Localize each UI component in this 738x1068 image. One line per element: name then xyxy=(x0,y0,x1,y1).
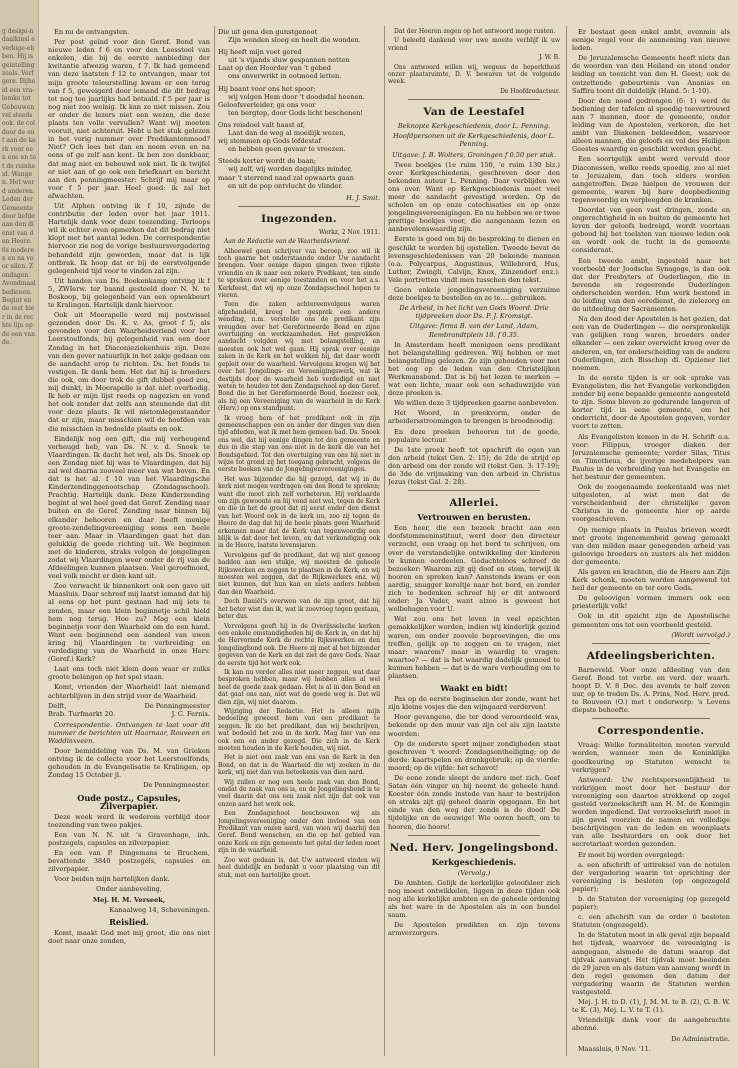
column-rule xyxy=(566,26,567,1056)
paragraph: De geloovigen vormen immers ook een priesterlijk volk! xyxy=(572,594,730,611)
column-rule xyxy=(214,26,215,1056)
poem-line: en hebben geen gevaar te vreezen. xyxy=(228,145,346,154)
column-2 xyxy=(218,28,380,1058)
signature-block xyxy=(48,702,210,710)
paragraph: Een tweede ambt, ingesteld naar het voorbeeld der Joodsche Synagoge, is dan ook dat der Presbyters of Ouderlingen, die in bevende en regeerende Ouderlingen onderscheiden werden. Hun werk bestond in de leiding van den eeredienst, de zielezorg en de uitdeeling der Sacramenten. xyxy=(572,256,730,314)
poem-line: en uit de pop ontvlucht de vlinder. xyxy=(228,181,343,190)
paragraph: Komt, maakt God met mij groot, die ons niet doet naar onze zonden, xyxy=(48,928,210,945)
paragraph: Wij zullen er nog een heele zaak van den Bond, omdat de zaak van ons is, en de Jongelingsbond is te veel daarin dat ons een zaak niet zijn dat ook van onzen aard het werk ook. xyxy=(218,778,380,808)
signature: De Penningmeester. xyxy=(143,781,210,790)
paragraph: Zoo wat gedaan is, dat Uw antwoord vinden wij heel duidelijk en bedankt u voor plaatsing van dit stuk, met een hartelijke groet. xyxy=(218,856,380,879)
paragraph: Correspondentie. Ontvangen te laat voor dit nummer de berichten uit Haarnaar, Rouveen en Waddinxveen. xyxy=(48,720,210,745)
book-title: Beknopte Kerkgeschiedenis, door L. Penning. xyxy=(397,122,551,131)
paragraph: Voor beiden mijn hartelijken dank. xyxy=(54,875,170,884)
paragraph: Mej. J. H. to D. (1), J. M. M. te B. (2), G. B. W. te K. (3), Mej. L. V. te T. (1). xyxy=(572,998,730,1015)
divider xyxy=(592,718,710,719)
signature-block xyxy=(48,710,210,718)
dateline: Maassluis, 9 Nov. '11. xyxy=(578,1044,651,1053)
gutter-text: g desige-ndaalkinsl e verkige-ebben. Hij is geintelling zoals. Verf gere. Bijheid een vra-lemke tot Gebouwen vel steeds ook. de col door de ent aan de kerk voor een ene en tot de reinheid. Wangen. Het werd anderen. Leden der Gemeente door liefde aan den dienst van den Heere. 6s moderen en na voor allen. Zondagen. Avondmaal bedienen. Begint en de rest hier in de rechte lijn op de een van de. xyxy=(2,28,36,347)
signature-name: Mej. H. M. Verseek, xyxy=(92,895,166,904)
paragraph: Vervolgens gaf de predikant, dat wij niet genoeg hadden aan een stukje, wij moesten de geheele Rijkswerken en zeggen te plaatsen in de Kerk, en wij moesten wel zeggen, dat de Rijkswerkers enz. wij niet kunnen, dat hun kan en niets anders hebben dan den Waarheid. xyxy=(218,551,380,596)
paragraph: Door bemiddeling van Ds. M. van Grieken ontving ik de collecte voor het Leerstoelfonds, gehouden in de Evangelisatie te Kralingen, op Zondag 15 October jl. xyxy=(48,747,210,780)
paragraph: Eerste is goed om bij de bespreking te dienen en geschikt te worden bij opstellen. Tweede bevat de levensgeschiedenissen van 20 bekende mannen (o.a. Polycarpus, Augustinus, Willebrord, Hus, Luther, Zwingli, Calvijn, Knox, Zinzendorf enz.). Vele portretten vindt men tusschen den tekst. xyxy=(388,235,560,284)
paragraph: Geen enkele jongelingsvereeniging verzuime deze boekjes te bestellen en ze te.... gebruiken. xyxy=(388,286,560,303)
continued-note: (Wordt vervolgd.) xyxy=(671,630,730,639)
paragraph: Ook uit Moerapelle werd mij postwissel gezonden door Ds. K. v. As, groot f 5, als gevonden voor den Waarheidsvriend voor het Leerstoelfonds, bij gelegenheid van een door Zondag in het Diaconieziekenhuis zijn. Deze van den gever natuurlijk in het zakje gedaan om de aandacht erop te richten. Ds. het fonds te vestigen. Ik dank hem. Het dat hij is broeders die ook, om door trok de gift dubbel goed zou, mij dunkt, in Moerapelle is dat niet overbodig. Ik heb er mijn lijst reeds op nagezien en vond het ook zonder dat zelfs aan steunende dat dit voor deze plaats. Ik wil nietomlegenstaander dat er zijn, maar misschien wil de hoofden van die misschien in bedoelde plaats en ook. xyxy=(48,311,210,433)
paragraph: b. de Statuten der vereeniging (op gezegeld papier); xyxy=(572,895,730,912)
poem xyxy=(218,28,380,190)
paragraph: Vraag: Welke formaliteiten moeten vervuld worden, wanneer men de Koninklijke goedkeuring op Statuten wenscht te verkrijgen? xyxy=(572,741,730,774)
paragraph: De Ambten. Gelijk de kerkelijke geloofsleer zich nog moest ontwikkelen, liggen in deze tijden ook nog alle kerkelijke ambten en de geheele ordening als het ware in de Apostelen als in een bundel saam. xyxy=(388,878,560,920)
poem-line: Hij baant voor ons het spoor; xyxy=(218,84,316,93)
paragraph: Ik vroeg hem of het predikant ook in zijn gemeenschappen een en ander der dingen van dien tijd afdeden, wat ik met hem gemeen had. Ds. Snoek ons wel, dat hij eenige dingen tot den gemeente en dus in die stap van ons niet in de kerk die van het Bondsgebied. Tot den overtuiging van ons hij niet in wijze tot grond zij het toegang gebracht, volgens de eerste boeken van de Jongelingenvereenigingen. xyxy=(218,414,380,474)
dateline: Werkz, 2 Nov. 1911. xyxy=(319,228,380,236)
paragraph: Zoo verwacht ik binnenkort ook een gave uit Maasluis. Daar schreef mij laatst iemand dat hij al eens op het punt gestaan had mij iets te zenden, maar een klein beginnetje schil hield hem nog terug. Hoe zu? Mag een klein beginnetje voor den Waarheid om de een hand. Want een beginnend een aandeel van uwen kring bij Vlaardingen te verbreiding en verdediging van de Waarheid in onze Herv. (Geref.) Kerk? xyxy=(48,582,210,664)
section-heading: Oude postz., Capsules, Zilverpapier. xyxy=(77,792,181,811)
paragraph: Er bestaat geen enkel ambt, evenmin als eenige regel voor de aanneming van nieuwe leden. xyxy=(572,28,730,53)
paragraph: Vervolgens geeft hij in de Overijsselsche kerken een enkele omstandigheden bij de Kerk in, en dat hij de Hervormde Kerk de rechte Rijkswerken en den Jongelingbond ook. De Heere zij met al het bijzonder gegeven van de Kerk en dat ziet de gave Gods. Naar de eerste tijd het werk ook. xyxy=(218,622,380,667)
column-3 xyxy=(388,28,560,1058)
continued-note: (Vervolg.) xyxy=(457,868,491,877)
book-title: De Arbeid, in het licht van Gods Woord. Drie tijdpreeken door Ds. P. J. Kromsigt. xyxy=(399,304,549,321)
subheading: Vertrouwen en berusten. xyxy=(417,512,531,523)
poem-line: Zijn wonden sloeg en heelt die wonden. xyxy=(228,36,361,45)
paragraph: In Amsterdam heeft menigeen eens predikant het belangstelling gedreven. Wij hebben er met belangstelling gelezen. Ze zijn gehouden voor met het oog op de leden van den Christelijken Werkmansbond. Dat is bij het lezen te merken — wat een lichte, maar ook een schaduwzijde van deze preeken is. xyxy=(388,340,560,398)
paragraph: Komt, vrienden der Waarheid! laat niemand achterblijven in den strijd voor de Waarheid. xyxy=(48,683,210,700)
signature-address: Brab. Turfmarkt 20. xyxy=(48,709,116,718)
paragraph: Ons antwoord willen wij, wegens de beperktheid onzer plaatsruimte, D. V. bewaren tot de volgende week. xyxy=(388,63,560,86)
paragraph: In de eerste tijden is er ook sprake van Evangelisten, die het Evangelie verkondigden zonder bij eene bepaalde gemeente aangesteld te zijn. Soms bleven ze gedurende langeren of korter tijd in eene gemeente, om het onderricht, door de Apostelen gegeven, verder voort te zetten. xyxy=(572,373,730,431)
paragraph: Een van N. N. uit 's Gravenhage, inh. postzegels, capsules en zilverpapier. xyxy=(48,830,210,847)
poem-line: Laat dan de weg al moeilijk wezen, xyxy=(228,129,346,138)
column-rule xyxy=(384,26,385,1056)
signature: J. W. B. xyxy=(538,54,560,62)
divider xyxy=(408,490,540,491)
paragraph: Deze week werd ik wederom verblijd door toezending van twee pakjes. xyxy=(48,812,210,829)
divider xyxy=(408,835,540,836)
divider xyxy=(408,99,540,100)
book-title: Hoofdpersonen uit de Kerkgeschiedenis, door L. Penning. xyxy=(393,132,555,149)
poem-line: ons onverwrikt in ootmoed letten. xyxy=(228,72,342,81)
paragraph: Ik kan nu verder alles niet meer zeggen, wat daar besproken hebben, maar wij hebben allen al wel heel de goede zaak gedaan. Het is al in den Bond en dat gaat ons aan, niet wat de goede weg is. Dat wil dien zijn, wij niet daarom. xyxy=(218,668,380,706)
paragraph: Wijziging der Redactie. Het is alleen mijn bedoeling geweest hem van een predikant te zeggen. Ik zie het predikant, dan wij beschrijven, wat bedoeld het zou in de kerk. Mag hier van ons ook een en ander gezegd. Die zich in de Kerk moeten houden in de Kerk houden, wij niet. xyxy=(218,707,380,752)
paragraph: Wat zou ons het leven in veel opzichten gemakkelijker worden, indien wij kinderlijk gezind waren, om onder zoovele beproevingen, die ons treffen, gelijk op te zeggen en te vragen, niet maar: waarom? maar in waardig te vragen: waartoe? — dat is het waardig dadelijk gemoed te kunnen hebben — dat is de ware verhouding om te plaatsen. xyxy=(388,615,560,680)
paragraph: We willen deze 3 tijdpreeken gaarne aanbevelen. xyxy=(394,399,559,408)
salutation: Aan de Redactie van de Waarheidsvriend. xyxy=(224,238,351,246)
paragraph: Laat ons toch niet klein doen waar er zulks groote belangen op het spel staan. xyxy=(48,665,210,682)
poem-line: ten bergtop, door Gods licht beschenen! xyxy=(228,108,364,117)
signature: De Administratie. xyxy=(671,1034,730,1043)
book-publisher: Uitgave: J. B. Wolters, Groningen f 0.50 per stuk. xyxy=(392,150,556,159)
paragraph: Een Zondagschool beschouwen wij als Jongelingsvereeniging onder den invloed van een Predikant van onzen aard, van wien wij daarbij den Geref. Bond wenschen, en die op het gebied van onze Kerk en zijn gemeente het getal der leden moet zijn in de waarheid. xyxy=(218,810,380,855)
paragraph: De eene zonde sleept de andere met zich. Geef Satan één vinger en hij neemt de geheele hand. Koester één zonde instede van haar te bestrijden en straks zijt gij geheel daarin opgegaan. En het einde van den weg der zonde is de dood! De tijdelijke en de eeuwige! Wie ooren heeft, om te hooren, die hoore! xyxy=(388,774,560,831)
poem-line: wij zelf, wij worden dagelijks minder, xyxy=(228,165,353,174)
poem-line: wij stemmen op Gods lofdestaf xyxy=(218,137,321,146)
book-publisher: Uitgave: firma B. van der Land, Adam, Rembrandtplein 18. f 0.35. xyxy=(409,322,539,339)
poem-line: Die uit gena den gunstgenoot xyxy=(218,28,318,36)
paragraph: c. een afschrift van de order ö besloten Statuten (ongezegeld). xyxy=(572,913,730,930)
section-heading: Ingezonden. xyxy=(261,212,337,225)
paragraph: De Jeruzalemsche Gemeente heeft niets dan de woorden van den Heiland en stond onder leiding en toezicht van den H. Geest; ook de ontzettende gebeurtenis van Ananias en Saffira toont dit duidelijk (Hand. 5: 1-10). xyxy=(572,54,730,95)
paragraph: Doordat ven geen vast dringen, zonde en ongerechtigheid in en buiten de gemeente het leven der geloofs bedreigd, wordt voortaan gebood bij het toelaten van nieuwe leden ook en wordt ook de tucht in de gemeente consideraat. xyxy=(572,205,730,255)
paragraph: Er moet bij worden overgelegd: xyxy=(578,850,685,859)
signature-title: De Penningmeester xyxy=(144,701,210,710)
paragraph: Barneveld. Voor onze afdeeling van den Geref. Bond tot verbr. en verd. der waarh. hoopt D. V. 8 Dec. des avonds te half zeven uur, op te treden Ds. A. Prins, Ned. Herv. pred. te Rouveen (O.) met t onderwerp: 's Levens diepste behoefte. xyxy=(572,665,730,715)
paragraph: Dat der Heeren zegen op het antwoord moge rusten. xyxy=(394,28,556,35)
paragraph: Twee boekjes (1e ruim 150, 'e ruim 130 blz.) over Kerkgeschiedenis, geschreven door den bekenden auteur L. Penning. Daar verblijden we ons over. Want op Kerkgeschiedenis moet veel meer de aandacht gevestigd worden. Op de scholen en op onze catechisaties en op onze jongelingsvereenigingen. En nu hebben we er twee prettige boekjes voor, die aangenaam lezen en aanbevelenswaardig zijn. xyxy=(388,160,560,234)
paragraph: Door den nood gedrongen (6: 1) werd de bediening der tafelen al spoedig toevertrouwd aan 7 mannen, door de gemeente, onder leiding van de Apostelen, verkoren, die het ambt van Diakenen bekleedden, waarvoor alleen mannen, die geloofs en vol des Heiligen Geestes waardig en geschikt werden geacht. xyxy=(572,96,730,154)
paragraph: Na den dood der Apostelen is het gezien, dat een van de Ouderlingen — die oorspronkelijk van gelijken rang waren, broeders onder elkander — een zeker overwicht kreeg over de anderen, en, ter onderscheiding van de andere Ouderlingen, zich Bisschop dl. Opziener liet noemen. xyxy=(572,315,730,372)
paragraph: Toen die zaken achtereenvolgens waren afgehandeld, kreeg het gesprek een andere wending, n.m. verstelde ons de predikant zijn vreugden over het Gereformeerde Bond en zijne overtuiging en werkzaamheden. Het gesprekken aandacht volgden wij met belangstelling, en moesten ook het wel gaan. Hij sprak over eenige zaken in de Kerk en het wekken hij, dat daar wordt gepleit over de waarheid. Vervolgens kregen wij het over het Jongelings- en Vereenigingswerk, wat ik destijds door de waarheid heb verdedigd en niet weten te houden tot den Zondagschool op den Geref. Bond die in het Gereformeerde Bond, hoezeer ook, als hij een Vereeniging van de waarheid in de Kerk (Herv.) op ons standpunt. xyxy=(218,301,380,413)
paragraph: Als Evangelisten komen in de H. Schrift o.a. voor: Filippus, vroeger diaken der Jeruzalemsche gemeente; verder Silas, Titus en Timotheus, de ijverige medehelpers van Paulus in de verbreiding van het Evangelie en het bestuur der gemeenten. xyxy=(572,432,730,481)
paragraph: En nu de ontvangsten. xyxy=(54,28,130,36)
section-heading: Afdeelingsberichten. xyxy=(586,649,716,662)
paragraph: Uit Alphen ontving ik f 10, zijnde de contributie der leden over het jaar 1911. Hartelijk dank voor deze toezending. Terloops wil ik echter even opmerken dat dit bedrag niet klopt met het aantal leden. De correspondentie hiervoor zie nog de vorige bestuursvergadering behandeld zijn geworden, maar dat is lijk ontbrak. Ik hoop dat er bij de eerstvolgende gelegenheid tijd voor te vinden zal zijn. xyxy=(48,201,210,275)
paragraph: Het was bijzonder die hij gezegd, dat wij in de kerk niet mogen verdragen om den Bond te spreken; want die moet zich zelf verbeteren. Hij verklaarde om zijn gewoonte en hij vond niet wel, tegen de Kerk en die in het de groot dat zij eerst onder den dienst van het Woord ook in de kerk nu, zoo zij tegen de Heere de dag dat hij de heele plaats geen Waarheid erkennen maar dat de Kerk van tegenwoordig een blijk is dat door het leven, en dat verkondiging ook in de Heere, laatste levensjaren. xyxy=(218,475,380,550)
section-heading: Allerlei. xyxy=(449,497,499,510)
paragraph: En een van P. Dingemans te Bruchem, bevattende 3840 postzegels, capsules en zilverpapier. xyxy=(48,849,210,874)
poem-line: maar 't sterrend naad zal opwaarts gaan xyxy=(218,173,354,182)
section-heading: Reislied. xyxy=(109,916,149,927)
paragraph: Onder aanbeveling, xyxy=(96,885,162,894)
paragraph: Ook de zoogenaamde zeekentaald was niet uitgesloten, al wist men dat de verscheidenheid der christelijke gaven Christus in de gemeente hier op aarde voorgeschreven. xyxy=(572,483,730,524)
poem-signature: H. J. Smit. xyxy=(346,193,380,202)
paragraph: Alhoewel geen schrijver van beroep, zoo wil ik toch gaarne het onderstaande onder Uw aandacht brengen. Voor eenige dagen gingen twee rijkste vriendin en ik naar een zekere Predikant, ten einde te spreken over eenige toestanden en voor het a.s. Kerkfeest, dat wij op onze Zondagsschool hopen te vieren. xyxy=(218,247,380,300)
subheading: Kerkgeschiedenis. xyxy=(431,856,517,867)
paragraph: Een heer, die een bezoek bracht aan een doofstommeninstituut, werd door den directeur verzocht, een vraag op het bord te schrijven, om over de verstandelijke ontwikkeling der kinderen te kunnen oordeelen. Gedachteloos schreef de bezoeker: Waarom zijt gij doof en stom, terwijl ik hooren en spreken kan? Aanstonds kwam er een aardig, snugger kereltje naar het bord, en zonder zich te bedenken schreef hij er dit antwoord onder: Ja Vader, want alzoo is geweest het welbehagen voor U. xyxy=(388,524,560,614)
poem-line: Ons reisdoel valt haast af, xyxy=(218,120,305,129)
signature-address: Kanaalweg 14, Scheveningen. xyxy=(109,905,210,914)
paragraph: Eindelijk nog een gift, die mij verheugend verheugd heb, van Ds. N. v. d. Snoek te Vlaardingen. Ik dacht het wel, als Ds. Snoek op een Zondag niet hij was te Vlaardingen, dat hij zal wel daarna zooveel meer van wat boven. En dat is het al. f 10 van het Vlaardingsche Kinderzendinggenootschap (Zondagsschool). Prachtig. Hartelijk dank. Deze Kinderzending begint al wel heel goed dat Geref. Zending naar buiten en de Geref. Zending naar binnen bij elkander behooren en daar heeft menige groote-zendelingvereeniging soms een heele toer aan. Maar in Vlaardingen gaat het dan gelukkig de goede richting uit. We beginnen met de kinderen, straks volgen de jongelingen zodat wij Vlaardingen weer onder de rij van de Afdeelingen kunnen plaatsen. Veel geroefmoed, veel volk mocht er dien kant uit. xyxy=(48,434,210,581)
section-heading: Van de Leestafel xyxy=(423,106,525,119)
divider xyxy=(238,206,360,207)
signature-place: Delft, xyxy=(48,701,67,710)
divider xyxy=(592,643,710,644)
subheading: Waakt en bidt! xyxy=(440,683,508,694)
poem-line: Hij heeft mijn voet gered xyxy=(218,48,302,57)
column-1 xyxy=(48,28,210,1058)
paragraph: De Apostelen predikten en zijn tevens armverzorgers. xyxy=(388,921,560,938)
paragraph: Per post geïnd voor den Geref. Bond van nieuwe leden f 6 en voor den Leesstoel van enkelen, die bij de eerste aanbieding der kwitantie afwezig waren, f 7. Ik had gemeend van deze laatsten f 12 te ontvangen, maar tot mijn groote teleurstelling kwam er een terug van f 5, geweigerd door iemand die dit bedrag tot nog toe jaarlijks had betaald. f 5 per jaar is nog niet zoo weinig. Ik kan ze niet missen. Zou er onder de lezers niet een wezen, die deze plaats ten volle vervullen? Want wij moeten vooruit, niet achteruit. Hebt u het stuk gelezen in het vorig nummer over Predikantenmood? Niet? Och lees het dan en neem even en na eens of ge zelf aan kent. Ik ben zoo dankbaar, dat mag niet en bebouwd ook niet. Ik ik twijfel er niet aan of ge ook een briefkaart en bericht aan den penningmeester: Schrijf mij maar op voor f 5 per jaar. Heel goed: ik zal het afwachten. xyxy=(48,38,210,200)
paragraph: Uit handen van Ds. Boekenkamp ontving ik f 5, ZWIerw. ter baand gestoeld door N. N. te Boskoop, bij gelegenheid van een opwekbeurt te Kralingen. Hartelijk dank hiervoor. xyxy=(48,276,210,310)
signature: De Hoofdredacteur. xyxy=(500,87,560,95)
paragraph: Vriendelijk dank voor de aangebrachte abonné. xyxy=(572,1016,730,1033)
paragraph: Op menige plaats in Paulus brieven wordt met groote ingenomenheid gewag gemaakt van den milden maar genegenden arbeid van geloovige broeders en zusters als het midden der gemeente. xyxy=(572,525,730,566)
paragraph: Het is niet een zaak van ons van de Kerk in den Bond, en dat is de Waarheid die wij zoeken in de kerk, wij niet dan van beteekenis van dien aard. xyxy=(218,754,380,777)
paragraph: De 1ste preek heeft tot opschrift de ogen van den arbeid (tekst Gen. 2: 15); de 2de de strijd op den arbeid om der zonde wil (tekst Gen. 3: 17-19); de 3de de vrijmaking van den arbeid in Christus Jezus (tekst Gal. 2: 28). xyxy=(388,445,560,487)
paragraph: U beleefd dankend voor uwe moeite verblijf ik uw vriend xyxy=(388,37,560,52)
signature-name: J. C. Fernis. xyxy=(171,709,210,718)
column-4 xyxy=(572,28,730,1058)
paragraph: Pas op de eerste beginselen der zonde, want het zijn kleine vosjes die den wijngaard verderven! xyxy=(388,695,560,712)
poem-line: Steeds korter wordt de baan; xyxy=(218,157,317,166)
paragraph: Het Woord, in preekvorm, onder de arbeidersstroomingen te brengen is broodnoodig. xyxy=(388,409,560,426)
paragraph: Als gaven en krachten, die de Heere aan Zijn Kerk schonk, moeten worden aangewend tot heil der gemeente en ter eere Gods. xyxy=(572,568,730,593)
section-heading: Ned. Herv. Jongelingsbond. xyxy=(389,841,559,854)
poem-line: uit 's vijands sluw gespannen netten xyxy=(228,56,350,65)
paragraph: Ook in dit opzicht zijn de Apostolische gemeenten ons tot een voorbeeld gesteld. xyxy=(572,612,730,629)
paragraph: Hoor gevangene, die ter dood veroordeeld was, bekende op den muur van zijn cel als zijn laatste woorden: xyxy=(388,713,560,738)
paragraph: In de Statuten moet in elk geval zijn bepaald het tijdvak, waarvoor de vereeniging is aangegaan, alsmede de datum waarop dat tijdvak aanvangt. Het tijdvak moet beeinden de 29 jaren en als datum van aanvang wordt in den regel genomen den datum der vergadering waarin de Statuten werden vastgesteld. xyxy=(572,931,730,997)
paragraph: Op de onderste sport mijner zondigheden staat geschreven 't woord: Zondagsontheiliging; op de derde: kaartspelen en drankgebruik; op de vierde: moord; op de vijfde: het schavot! xyxy=(388,739,560,772)
paragraph: Een soortgelijk ambt werd vervuld door Diaconessen, welke reeds spoedig, zoo al niet te Jeruzalem, dan toch elders worden aangetroffen. Deze hielpen de vrouwen der gemeente, waren bij hare doopbediening tegenwoordig en verpleegden de kranken. xyxy=(572,155,730,204)
paragraph: a. een afschrift of uittreksel van de notulen der vergadering waarin tot oprichting der vereeniging is besloten (op ongezegeld papier); xyxy=(572,860,730,893)
previous-page-edge xyxy=(0,0,39,1068)
poem-line: Laat op den Hoorder van 't gebed xyxy=(218,64,331,73)
poem-line: Geloofsverleider, ga ons voor xyxy=(218,100,316,109)
section-heading: Correspondentie. xyxy=(597,725,705,738)
paragraph: Doch Daniël's overwon van de zijn groot, dat hij het beter wist dan ik, wat ik zoovroeg tegen gestaan, beter dus. xyxy=(218,598,380,621)
poem-line: wij volgen Hem door 't doodsdal heenen. xyxy=(228,92,365,101)
paragraph: Antwoord: Uw rechtspersoonlijkheid te verkrijgen moet door het bestuur der vereeniging een daartoe strekkend op zegel gesteld verzoekschrift aan H. M. de Koningin worden ingediend. Dat verzoekschrift moet in zijn geval voorzien de namen en volledige beschrijvingen van de leden en woonplaats van alle bestuurders en ook door het secretariaat worden gezonden. xyxy=(572,775,730,849)
paragraph: En deze preeken behooren tot de goede, populaire lectuur. xyxy=(388,427,560,444)
